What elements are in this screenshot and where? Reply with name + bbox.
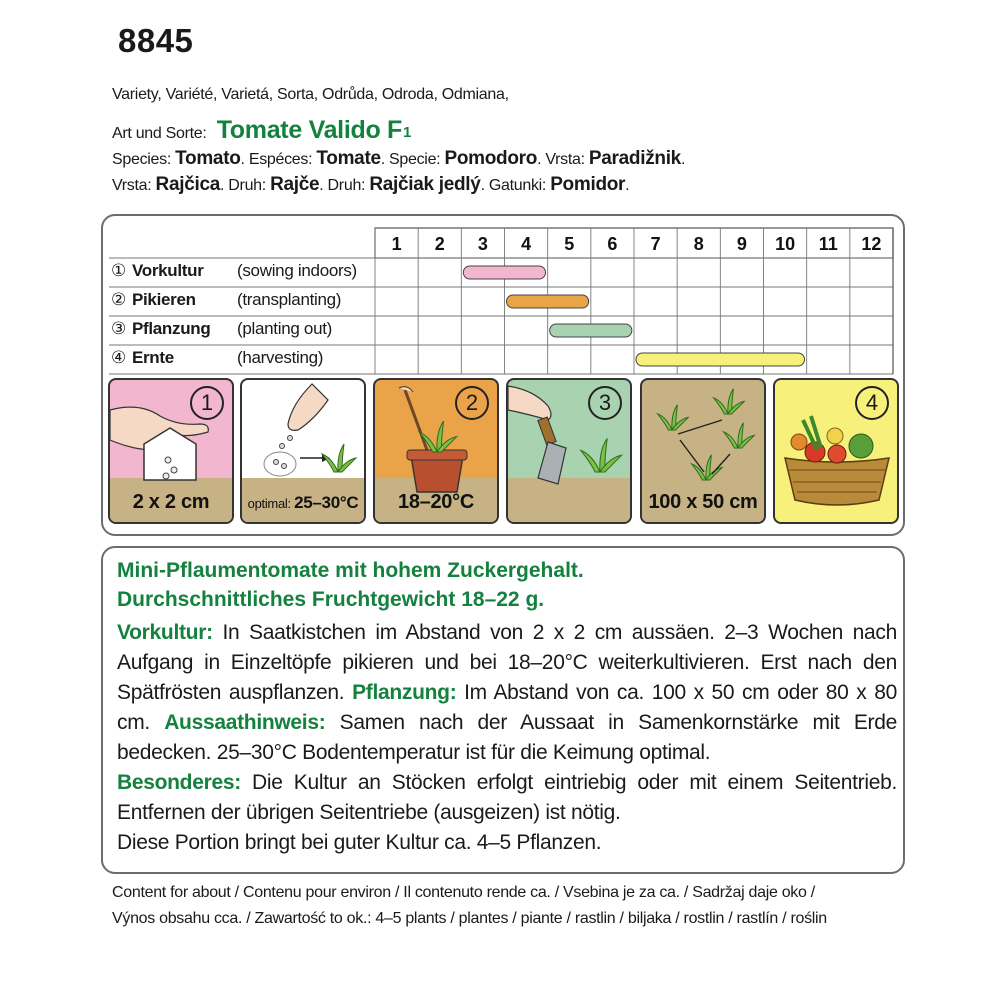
month-label: 3 bbox=[477, 234, 488, 254]
month-label: 6 bbox=[607, 234, 618, 254]
vrsta-label-0: Vrsta: bbox=[112, 177, 156, 194]
harvest-icon bbox=[773, 378, 899, 524]
period-bar-3 bbox=[550, 324, 632, 337]
vrsta-value-3: Pomidor bbox=[550, 174, 626, 195]
calendar-row-english-2: (transplanting) bbox=[237, 290, 342, 309]
aussaathinweis-text: Samen nach der Aussaat in Samenkornstärke mit Erde bedecken. 25–30°C Bodentemperatur ist für die Keimung optimal. bbox=[117, 711, 897, 764]
period-bar-1 bbox=[463, 266, 545, 279]
besonderes-text: Die Kultur an Stöcken erfolgt eintriebig oder mit einem Seitentrieb. Entfernen der übrigen Seitentriebe (ausgeizen) ist nötig. bbox=[117, 771, 897, 824]
step-label bbox=[242, 491, 364, 514]
portion-text: Diese Portion bringt bei guter Kultur ca. 4–5 Pflanzen. bbox=[117, 831, 602, 854]
variety-name: Tomate Valido $F_1$ bbox=[216, 116, 412, 144]
vrsta-label-4: . bbox=[625, 177, 630, 194]
vrsta-label-1: . Druh: bbox=[220, 177, 271, 194]
month-label: 10 bbox=[775, 234, 796, 254]
besonderes-label: Besonderes: bbox=[117, 771, 241, 794]
calendar-row-label-2 bbox=[111, 290, 196, 310]
species-line-2 bbox=[112, 174, 629, 196]
step-name: Pflanzung bbox=[131, 319, 211, 338]
instructions-text bbox=[117, 618, 897, 858]
month-label: 11 bbox=[818, 234, 838, 254]
aussaathinweis-label: Aussaathinweis: bbox=[164, 711, 326, 734]
calendar-row-english-4: (harvesting) bbox=[237, 348, 324, 367]
month-label: 5 bbox=[564, 234, 575, 254]
species-label-0: Species: bbox=[112, 151, 176, 168]
month-label: 1 bbox=[391, 234, 402, 254]
pflanzung-label: Pflanzung: bbox=[352, 681, 457, 704]
footer-line-1: Content for about / Contenu pour environ / Il contenuto rende ca. / Vsebina je za ca. / Sadržaj daje oko / bbox=[112, 884, 815, 901]
month-label: 7 bbox=[650, 234, 661, 254]
vorkultur-text: In Saatkistchen im Abstand von 2 x 2 cm aussäen. 2–3 Wochen nach Aufgang in Einzeltöpfe pikieren und bei 18–20°C weiterkultivieren. Erst nach den Spätfrösten auspflanzen. bbox=[117, 621, 897, 704]
period-bar-2 bbox=[507, 295, 589, 308]
step-circle-number: 2 bbox=[455, 386, 489, 420]
month-label: 9 bbox=[736, 234, 747, 254]
vrsta-value-0: Rajčica bbox=[155, 174, 220, 195]
vrsta-label-3: . Gatunki: bbox=[480, 177, 551, 194]
step-number: ④ bbox=[111, 348, 126, 367]
step-number: ① bbox=[111, 261, 126, 280]
step-label-value: 25–30°C bbox=[294, 493, 359, 512]
pflanzung-text: Im Abstand von ca. 100 x 50 cm oder 80 x 80 cm. bbox=[117, 681, 897, 734]
step-circle-number: 3 bbox=[588, 386, 622, 420]
art-label: Art und Sorte: bbox=[112, 125, 207, 142]
step-label: 100 x 50 cm bbox=[648, 491, 758, 513]
month-label: 12 bbox=[861, 234, 882, 254]
step-number: ③ bbox=[111, 319, 126, 338]
species-label-4: . bbox=[680, 151, 686, 168]
step-number: ② bbox=[111, 290, 126, 309]
species-value-0: Tomato bbox=[175, 148, 241, 169]
variety-title-line bbox=[112, 116, 411, 145]
sowing-icon bbox=[108, 378, 234, 524]
vrsta-label-2: . Druh: bbox=[319, 177, 370, 194]
pot-icon bbox=[373, 378, 499, 524]
species-value-1: Tomate bbox=[316, 148, 381, 169]
product-code: 8845 bbox=[118, 22, 194, 59]
vorkultur-label: Vorkultur: bbox=[117, 621, 213, 644]
headline-line-2: Durchschnittliches Fruchtgewicht 18–22 g. bbox=[117, 588, 545, 611]
step-label: 2 x 2 cm bbox=[132, 491, 210, 513]
calendar-row-label-4 bbox=[111, 348, 174, 368]
month-label: 2 bbox=[434, 234, 445, 254]
step-circle-number: 1 bbox=[190, 386, 224, 420]
calendar-row-label-3 bbox=[111, 319, 210, 339]
step-name: Pikieren bbox=[131, 290, 196, 309]
species-label-2: . Specie: bbox=[380, 151, 445, 168]
step-label: 18–20°C bbox=[398, 491, 474, 513]
species-label-1: . Espéces: bbox=[240, 151, 317, 168]
month-label: 8 bbox=[693, 234, 704, 254]
info-panel bbox=[101, 546, 905, 874]
species-line bbox=[112, 148, 685, 170]
variety-languages-line: Variety, Variété, Varietá, Sorta, Odrůda, Odroda, Odmiana, bbox=[112, 86, 509, 103]
species-value-2: Pomodoro bbox=[444, 148, 538, 169]
planting-icon bbox=[506, 378, 632, 524]
month-label: 4 bbox=[521, 234, 532, 254]
step-name: Ernte bbox=[131, 348, 174, 367]
step-name: Vorkultur bbox=[131, 261, 204, 280]
headline bbox=[117, 556, 584, 614]
species-value-3: Paradižnik bbox=[588, 148, 681, 169]
step-label-prefix: optimal: bbox=[247, 496, 295, 511]
headline-line-1: Mini-Pflaumentomate mit hohem Zuckergehalt. bbox=[117, 559, 584, 582]
vrsta-value-1: Rajče bbox=[270, 174, 320, 195]
calendar-row-english-1: (sowing indoors) bbox=[237, 261, 357, 280]
calendar-grid bbox=[103, 216, 903, 376]
footer-line-2: Výnos obsahu cca. / Zawartość to ok.: 4–5 plants / plantes / piante / rastlin / biljaka / rostlin / rastlín / roślin bbox=[112, 910, 827, 927]
calendar-row-english-3: (planting out) bbox=[237, 319, 333, 338]
calendar-row-label-1 bbox=[111, 261, 204, 281]
step-circle-number: 4 bbox=[855, 386, 889, 420]
vrsta-value-2: Rajčiak jedlý bbox=[369, 174, 481, 195]
period-bar-4 bbox=[636, 353, 805, 366]
spacing-icon bbox=[640, 378, 766, 524]
species-label-3: . Vrsta: bbox=[537, 151, 589, 168]
germination-icon bbox=[240, 378, 366, 524]
